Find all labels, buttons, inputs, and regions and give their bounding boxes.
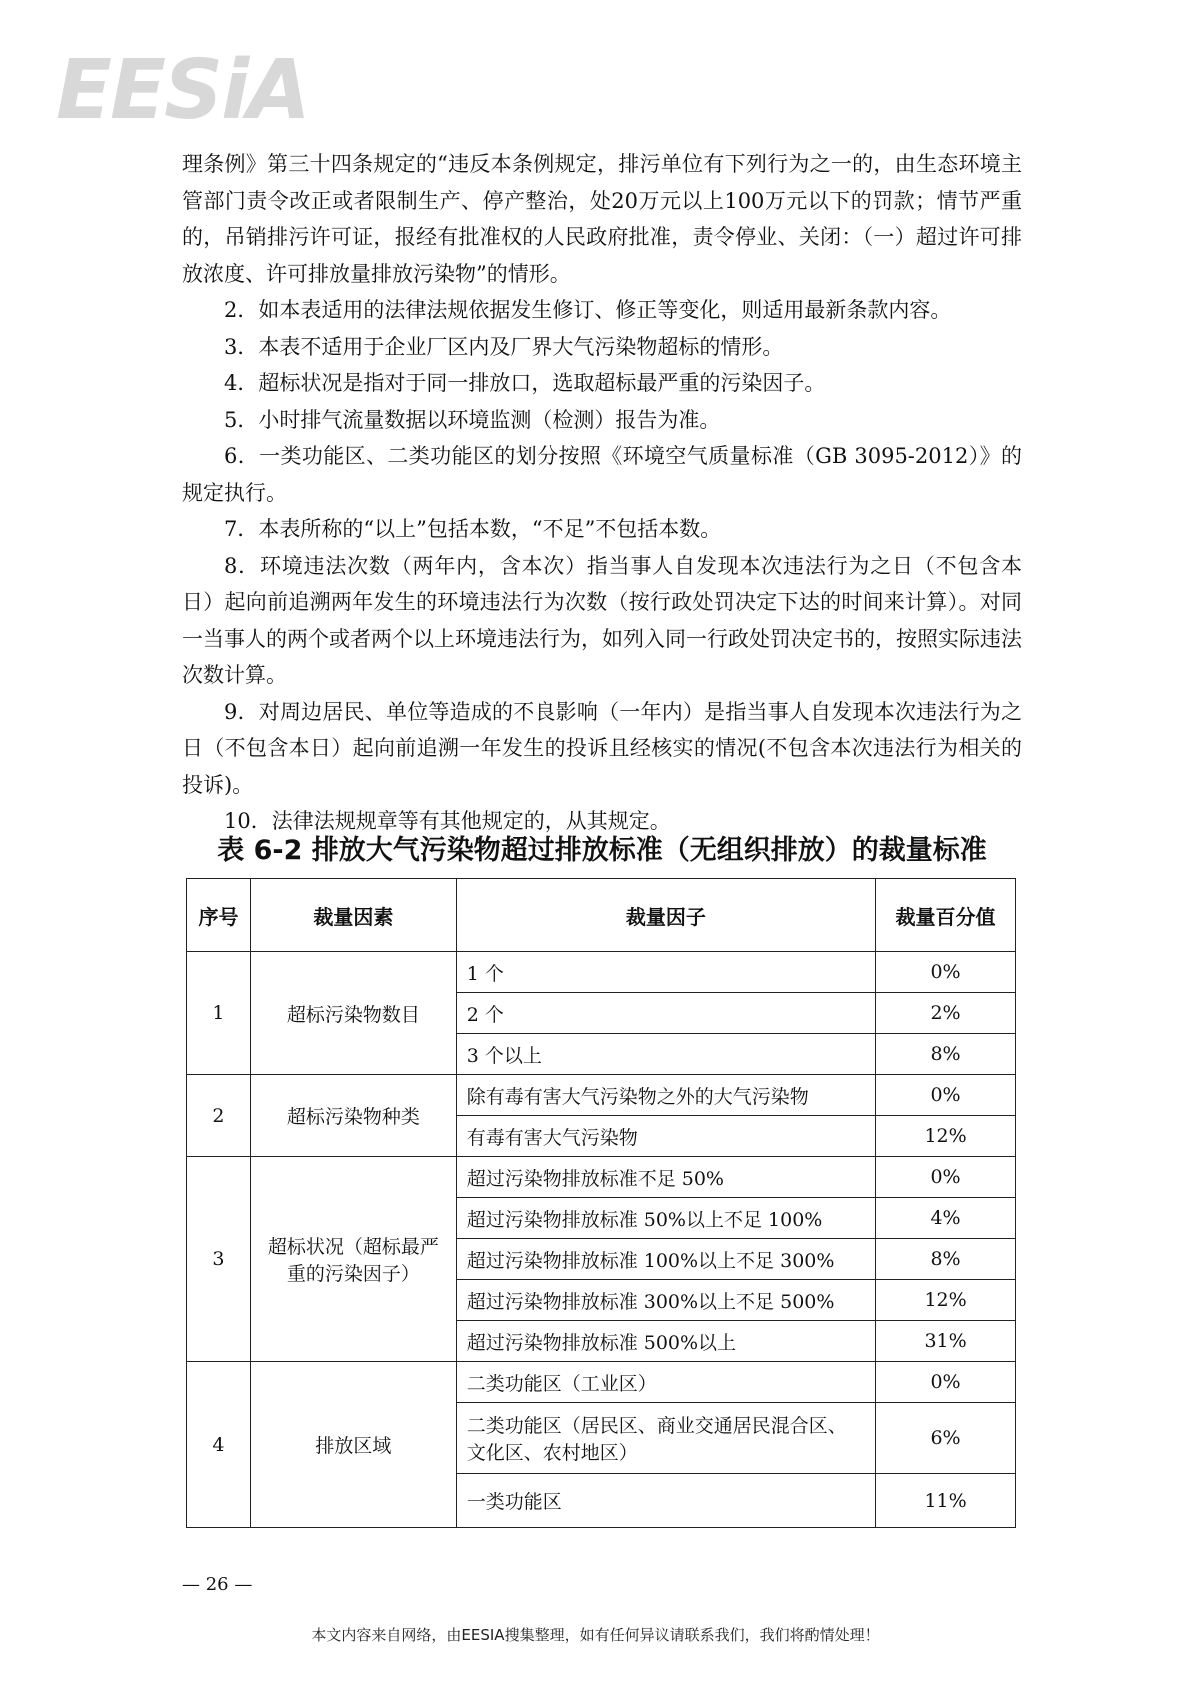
notes-body (182, 146, 1022, 840)
percent-cell: 12% (876, 1280, 1016, 1321)
paragraph: 6．一类功能区、二类功能区的划分按照《环境空气质量标准（GB 3095-2012）》的规定执行。 (182, 444, 1022, 505)
header-item: 裁量因子 (456, 879, 875, 952)
factor-cell: 超标污染物数目 (250, 952, 456, 1075)
penalty-table (186, 878, 1016, 1528)
item-cell: 超过污染物排放标准 100%以上不足 300% (456, 1239, 875, 1280)
paragraph: 10．法律法规规章等有其他规定的，从其规定。 (224, 809, 671, 833)
item-cell: 除有毒有害大气污染物之外的大气污染物 (456, 1075, 875, 1116)
paragraph: 3．本表不适用于企业厂区内及厂界大气污染物超标的情形。 (224, 334, 784, 359)
item-cell: 2 个 (456, 993, 875, 1034)
header-percent: 裁量百分值 (876, 879, 1016, 952)
logo-watermark: EESiA (56, 43, 309, 138)
paragraph: 2．如本表适用的法律法规依据发生修订、修正等变化，则适用最新条款内容。 (224, 298, 952, 322)
percent-cell: 8% (876, 1239, 1016, 1280)
paragraph: 5．小时排气流量数据以环境监测（检测）报告为准。 (224, 407, 721, 432)
factor-cell: 超标污染物种类 (250, 1075, 456, 1157)
row-number: 4 (187, 1362, 251, 1528)
item-cell: 3 个以上 (456, 1034, 875, 1075)
factor-cell: 超标状况（超标最严重的污染因子） (250, 1157, 456, 1362)
percent-cell: 12% (876, 1116, 1016, 1157)
row-number: 1 (187, 952, 251, 1075)
header-no: 序号 (187, 879, 251, 952)
item-cell: 超过污染物排放标准 300%以上不足 500% (456, 1280, 875, 1321)
item-cell: 有毒有害大气污染物 (456, 1116, 875, 1157)
page-number: — 26 — (182, 1574, 253, 1595)
paragraph: 4．超标状况是指对于同一排放口，选取超标最严重的污染因子。 (224, 371, 826, 395)
percent-cell: 4% (876, 1198, 1016, 1239)
percent-cell: 6% (876, 1403, 1016, 1474)
item-cell: 超过污染物排放标准 500%以上 (456, 1321, 875, 1362)
paragraph: 9．对周边居民、单位等造成的不良影响（一年内）是指当事人自发现本次违法行为之日（不包含本日）起向前追溯一年发生的投诉且经核实的情况(不包含本次违法行为相关的投诉)。 (182, 699, 1022, 797)
percent-cell: 11% (876, 1474, 1016, 1528)
row-number: 2 (187, 1075, 251, 1157)
percent-cell: 0% (876, 952, 1016, 993)
percent-cell: 0% (876, 1157, 1016, 1198)
item-cell: 超过污染物排放标准不足 50% (456, 1157, 875, 1198)
factor-cell: 排放区域 (250, 1362, 456, 1528)
item-cell: 1 个 (456, 952, 875, 993)
percent-cell: 31% (876, 1321, 1016, 1362)
paragraph: 7．本表所称的“以上”包括本数，“不足”不包括本数。 (224, 517, 722, 541)
item-cell: 一类功能区 (456, 1474, 875, 1528)
table-row (187, 952, 1016, 993)
percent-cell: 0% (876, 1362, 1016, 1403)
table-row (187, 1362, 1016, 1403)
percent-cell: 0% (876, 1075, 1016, 1116)
row-number: 3 (187, 1157, 251, 1362)
footer-notice: 本文内容来自网络，由EESIA搜集整理，如有任何异议请联系我们，我们将酌情处理！ (311, 1626, 880, 1644)
item-cell: 二类功能区（居民区、商业交通居民混合区、文化区、农村地区） (456, 1403, 875, 1474)
table-title: 表 6-2 排放大气污染物超过排放标准（无组织排放）的裁量标准 (217, 835, 987, 866)
paragraph: 8．环境违法次数（两年内，含本次）指当事人自发现本次违法行为之日（不包含本日）起向前追溯两年发生的环境违法行为次数（按行政处罚决定下达的时间来计算）。对同一当事人的两个或者两个以上环境违法行为，如列入同一行政处罚决定书的，按照实际违法次数计算。 (182, 553, 1022, 687)
percent-cell: 8% (876, 1034, 1016, 1075)
header-factor: 裁量因素 (250, 879, 456, 952)
item-cell: 超过污染物排放标准 50%以上不足 100% (456, 1198, 875, 1239)
table-row (187, 1157, 1016, 1198)
paragraph: 理条例》第三十四条规定的“违反本条例规定，排污单位有下列行为之一的，由生态环境主管部门责令改正或者限制生产、停产整治，处20万元以上100万元以下的罚款；情节严重的，吊销排污许可证，报经有批准权的人民政府批准，责令停业、关闭：（一）超过许可排放浓度、许可排放量排放污染物”的情形。 (182, 152, 1022, 286)
table-row (187, 1075, 1016, 1116)
item-cell: 二类功能区（工业区） (456, 1362, 875, 1403)
percent-cell: 2% (876, 993, 1016, 1034)
